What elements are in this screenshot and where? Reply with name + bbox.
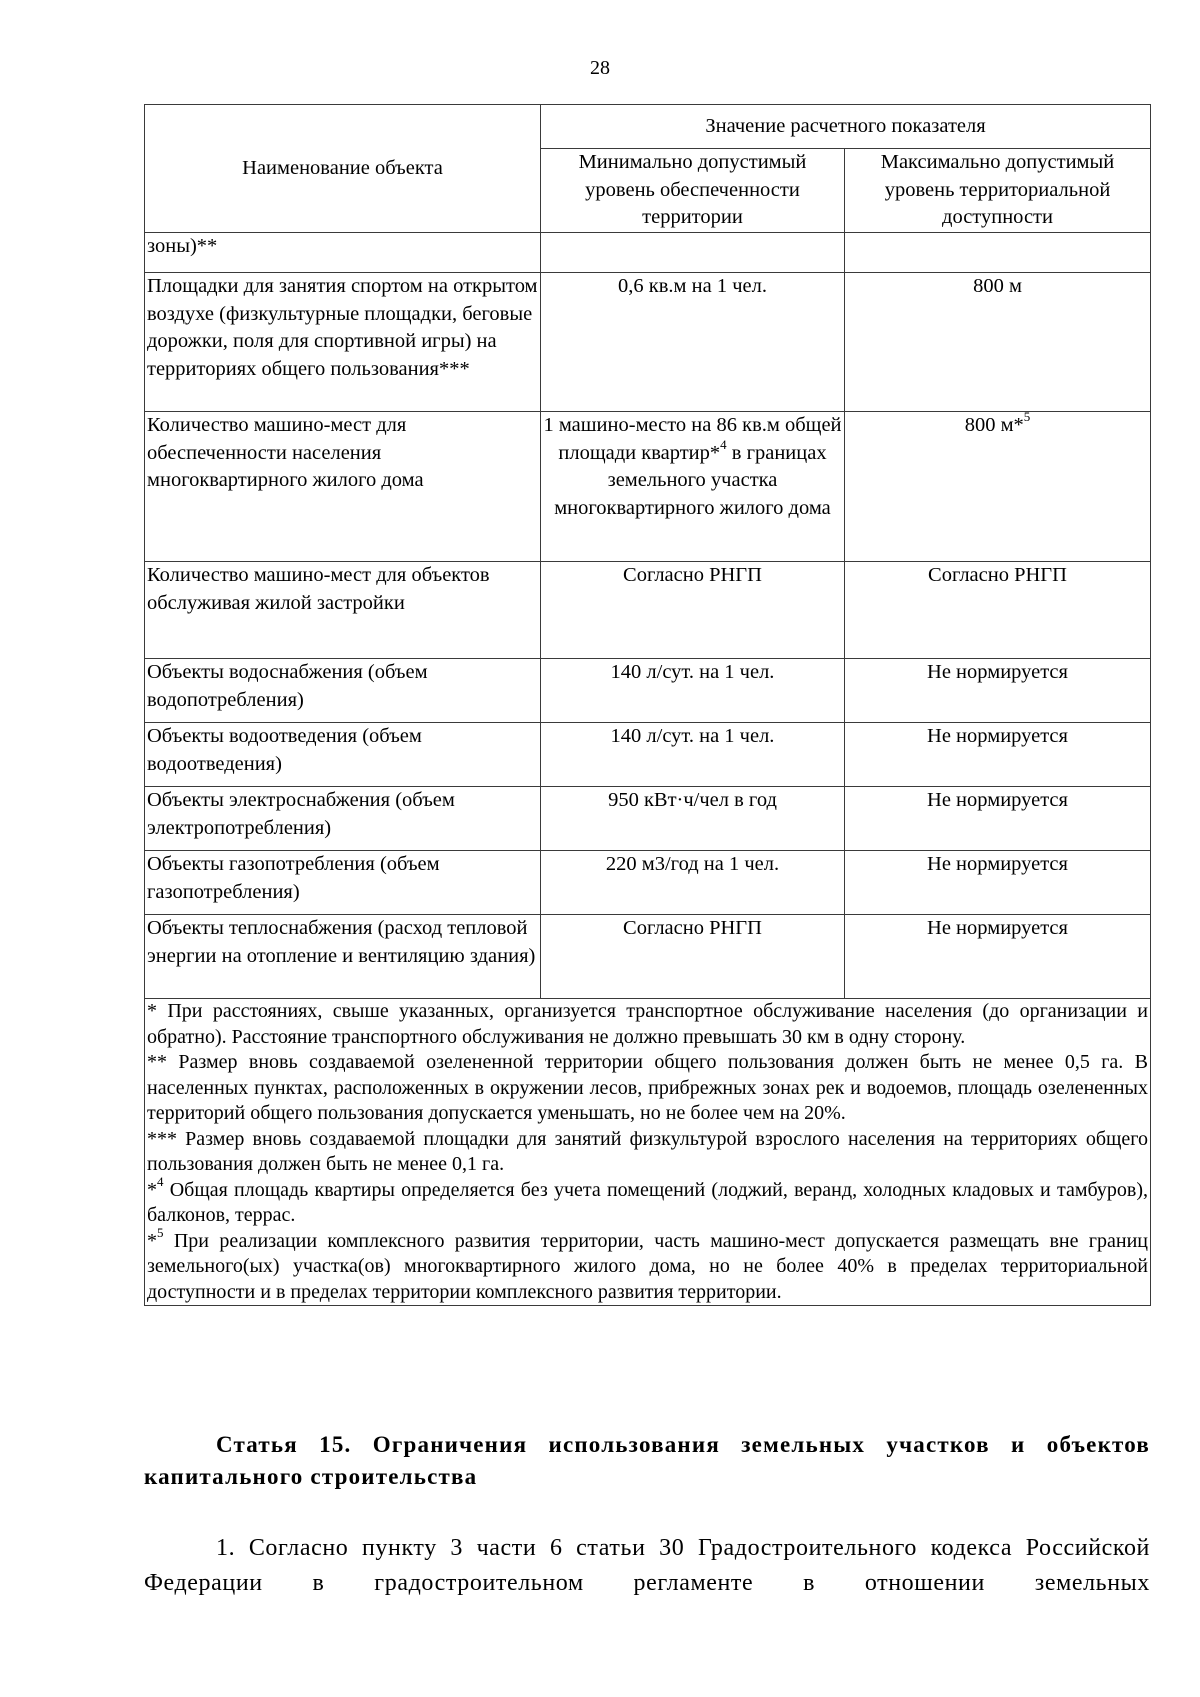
row-name: Объекты теплоснабжения (расход тепловой энергии на отопление и вентиляцию здания) [145, 915, 541, 999]
row-max-value: Не нормируется [845, 723, 1151, 787]
row-max-value: Не нормируется [845, 851, 1151, 915]
table-row [145, 787, 1151, 851]
footnote-mark: * [147, 1178, 157, 1201]
row-min-value: 950 кВт·ч/чел в год [541, 787, 845, 851]
row-max-text: 800 м* [964, 414, 1024, 436]
footnote-mark-number: 5 [157, 1224, 164, 1240]
row-name: зоны)** [145, 233, 541, 273]
row-min-value: Согласно РНГП [541, 915, 845, 999]
row-name: Площадки для занятия спортом на открытом воздухе (физкультурные площадки, беговые дорожки, поля для спортивной игры) на территориях общего пользования*** [145, 273, 541, 412]
table-row [145, 412, 1151, 562]
row-name: Объекты газопотребления (объем газопотребления) [145, 851, 541, 915]
footnote-mark-number: 4 [157, 1173, 164, 1189]
footnote-1: * При расстояниях, свыше указанных, организуется транспортное обслуживание населения (до организации и обратно). Расстояние транспортного обслуживания не должно превышать 30 км в одну сторону. [147, 1000, 1148, 1048]
page-number: 28 [590, 57, 610, 79]
row-min-value: Согласно РНГП [541, 562, 845, 659]
row-max-value: Не нормируется [845, 659, 1151, 723]
row-name: Количество машино-мест для объектов обслуживая жилой застройки [145, 562, 541, 659]
article-paragraph: 1. Согласно пункту 3 части 6 статьи 30 Градостроительного кодекса Российской Федерации в градостроительном регламенте в отношении земельных [144, 1535, 1150, 1596]
row-name: Объекты водоотведения (объем водоотведения) [145, 723, 541, 787]
row-max-value [845, 409, 1151, 562]
row-min-value [541, 412, 845, 562]
table-row [145, 659, 1151, 723]
row-min-text-part2: в границах земельного участка многоквартирного жилого дома [554, 441, 831, 519]
table-row [145, 851, 1151, 915]
footnote-2: ** Размер вновь создаваемой озелененной территории общего пользования должен быть не менее 0,5 га. В населенных пунктах, расположенных в окружении лесов, прибрежных зонах рек и водоемов, площадь озелененных территорий общего пользования допускается уменьшать, но не более чем на 20%. [147, 1051, 1148, 1124]
row-min-value: 220 м3/год на 1 чел. [541, 851, 845, 915]
table-header-row [145, 105, 1151, 149]
row-name: Объекты электроснабжения (объем электропотребления) [145, 787, 541, 851]
row-min-value: 140 л/сут. на 1 чел. [541, 659, 845, 723]
norms-table [144, 104, 1151, 1306]
row-name: Объекты водоснабжения (объем водопотребления) [145, 659, 541, 723]
row-max-value: Не нормируется [845, 787, 1151, 851]
footnote-3: *** Размер вновь создаваемой площадки для занятий физкультурой взрослого населения на территориях общего пользования должен быть не менее 0,1 га. [147, 1127, 1148, 1175]
footnote-text: Общая площадь квартиры определяется без учета помещений (лоджий, веранд, холодных кладовых и тамбуров), балконов, террас. [147, 1178, 1148, 1226]
footnote-text: При реализации комплексного развития территории, часть машино-мест допускается размещать вне границ земельного(ых) участка(ов) многоквартирного жилого дома, но не более 40% в пределах территориальной доступности и в пределах территории комплексного развития территории. [147, 1229, 1148, 1303]
table-row [145, 915, 1151, 999]
footnote-ref: 5 [1023, 409, 1031, 425]
row-max-value: 800 м [845, 273, 1151, 412]
header-min-level: Минимально допустимый уровень обеспеченности территории [541, 149, 845, 233]
table-row [145, 233, 1151, 273]
footnote-4 [147, 1173, 1148, 1229]
row-name: Количество машино-мест для обеспеченности населения многоквартирного жилого дома [145, 412, 541, 562]
table-row [145, 562, 1151, 659]
article-heading: Статья 15. Ограничения использования земельных участков и объектов капитального строительства [144, 1432, 1150, 1489]
row-max-value: Не нормируется [845, 915, 1151, 999]
row-min-value: 0,6 кв.м на 1 чел. [541, 273, 845, 412]
table-row [145, 723, 1151, 787]
row-min-text-part1: 1 машино-место на 86 кв.м общей площади квартир* [543, 414, 842, 464]
row-min-value [541, 233, 845, 273]
table-footnotes [145, 999, 1151, 1306]
footnote-mark: * [147, 1229, 157, 1252]
header-indicator-value: Значение расчетного показателя [541, 105, 1151, 149]
row-max-value [845, 233, 1151, 273]
header-object-name: Наименование объекта [145, 105, 541, 233]
row-min-value: 140 л/сут. на 1 чел. [541, 723, 845, 787]
table-row [145, 273, 1151, 412]
footnote-ref: 4 [720, 436, 727, 452]
row-max-value: Согласно РНГП [845, 562, 1151, 659]
footnote-5 [147, 1224, 1148, 1306]
header-max-level: Максимально допустимый уровень территориальной доступности [845, 149, 1151, 233]
notes-row [145, 999, 1151, 1306]
